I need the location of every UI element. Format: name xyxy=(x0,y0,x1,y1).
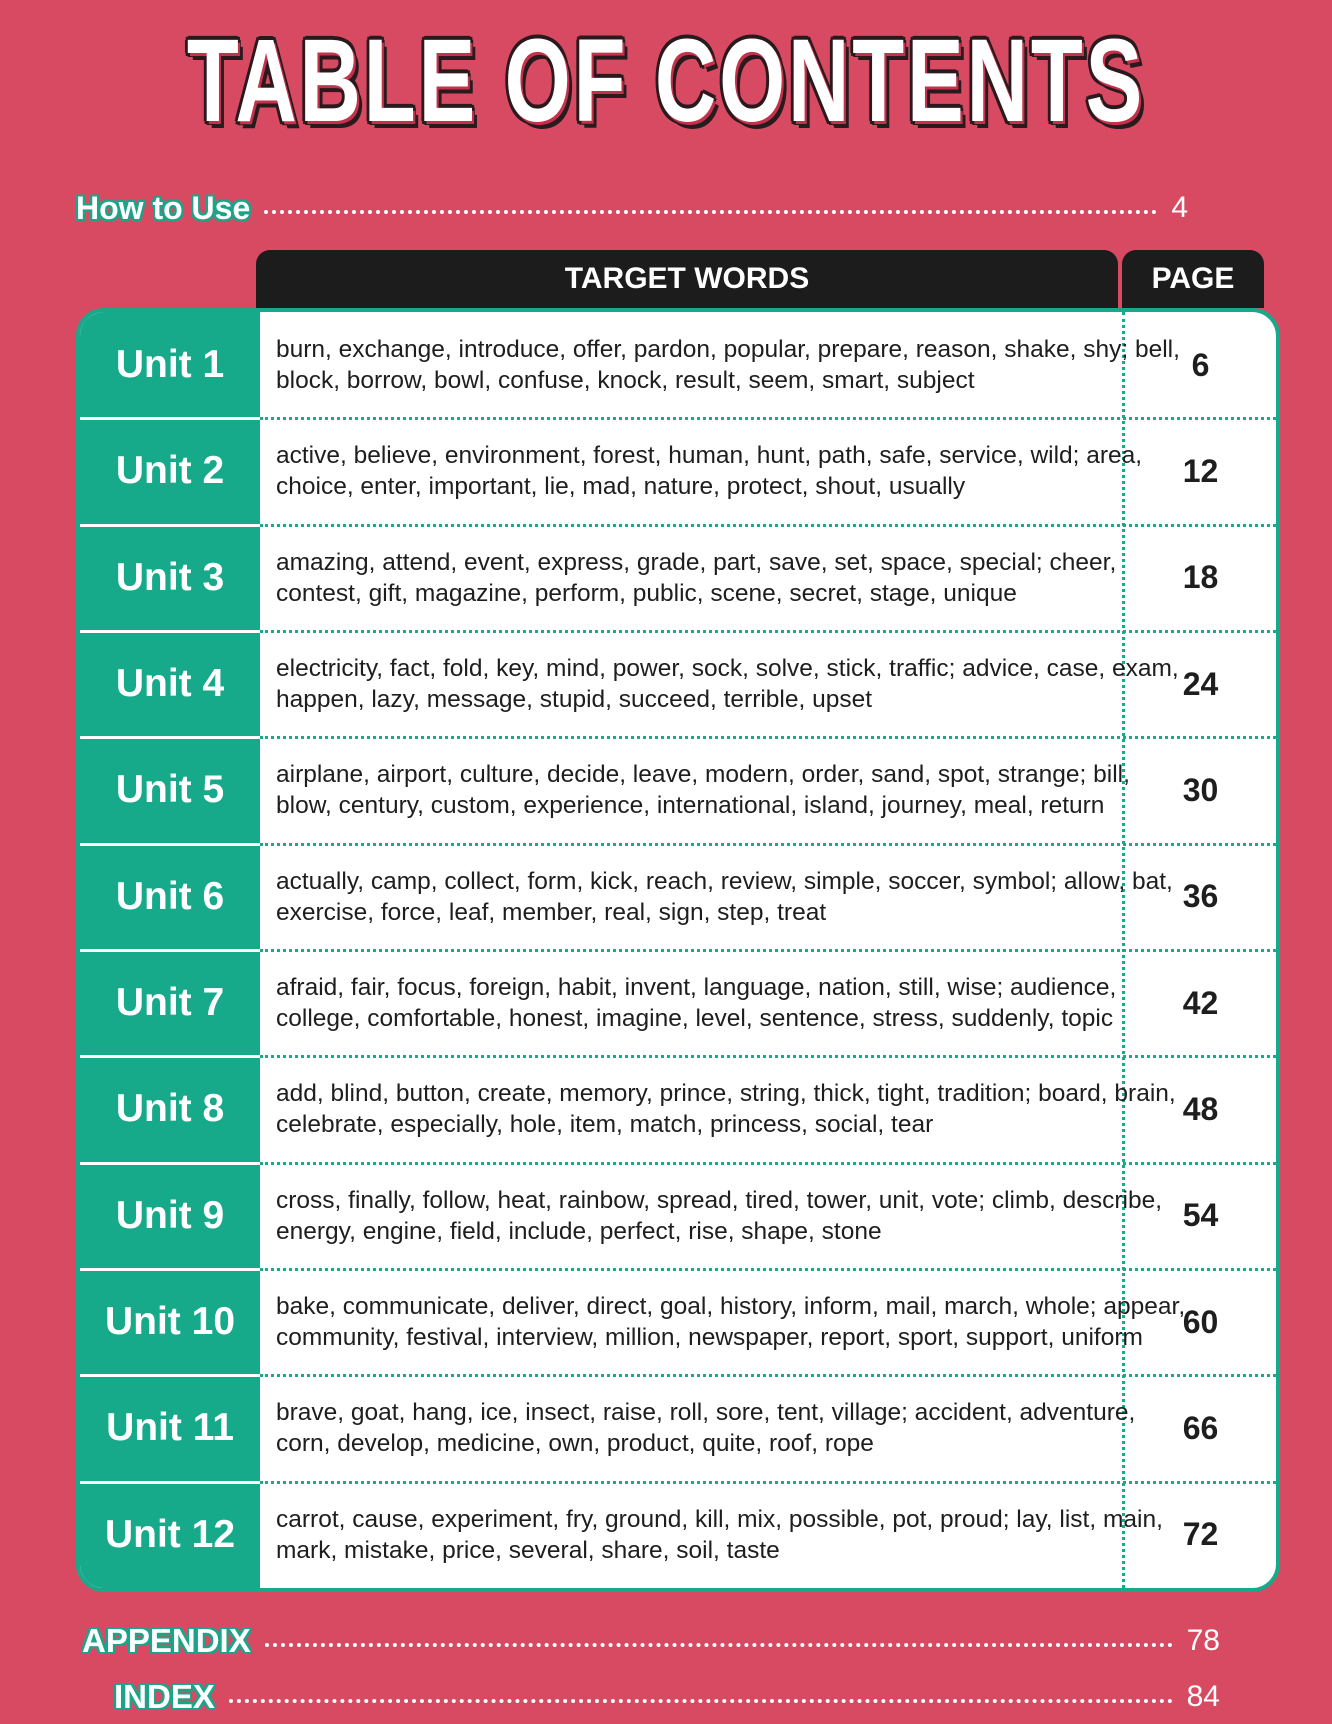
target-words: active, believe, environment, forest, human, hunt, path, safe, service, wild; area, choice, enter, important, lie, mad, nature, protect, shout, usually xyxy=(276,442,1143,501)
unit-label: Unit 6 xyxy=(115,874,225,918)
unit-label: Unit 5 xyxy=(115,768,225,812)
page-number: 42 xyxy=(1182,984,1219,1021)
table-row[interactable] xyxy=(80,418,1276,524)
unit-label: Unit 10 xyxy=(104,1300,236,1344)
table-row[interactable] xyxy=(80,1482,1276,1588)
appendix-label: APPENDIX xyxy=(82,1622,251,1659)
index-label: INDEX xyxy=(114,1678,215,1715)
target-words: afraid, fair, focus, foreign, habit, invent, language, nation, still, wise; audience, college, comfortable, honest, imagine, level, sentence, stress, suddenly, topic xyxy=(276,974,1117,1033)
target-words: amazing, attend, event, express, grade, part, save, set, space, special; cheer, contest, gift, magazine, perform, public, scene, secret, stage, unique xyxy=(276,548,1117,607)
unit-label: Unit 7 xyxy=(115,981,225,1025)
page-number: 18 xyxy=(1182,559,1219,596)
index-page: 84 xyxy=(1186,1680,1220,1713)
target-words: bake, communicate, deliver, direct, goal, history, inform, mail, march, whole; appear, community, festival, interview, million, newspaper, report, sport, support, uniform xyxy=(276,1293,1186,1352)
table-row[interactable] xyxy=(80,631,1276,737)
appendix-entry[interactable] xyxy=(82,1618,1220,1664)
how-to-use-entry[interactable] xyxy=(76,186,1188,230)
unit-label: Unit 11 xyxy=(106,1406,234,1450)
unit-label: Unit 8 xyxy=(115,1087,225,1131)
table-row[interactable] xyxy=(80,312,1276,418)
contents-table xyxy=(76,308,1280,1592)
index-entry[interactable] xyxy=(114,1674,1220,1720)
unit-label: Unit 12 xyxy=(104,1512,236,1556)
unit-label: Unit 3 xyxy=(115,555,225,599)
page-number: 54 xyxy=(1182,1197,1219,1234)
target-words: add, blind, button, create, memory, prince, string, thick, tight, tradition; board, brain, celebrate, especially, hole, item, match, princess, social, tear xyxy=(276,1080,1176,1139)
leader-dots xyxy=(229,1699,1173,1703)
table-row[interactable] xyxy=(80,1163,1276,1269)
page-number: 36 xyxy=(1182,878,1219,915)
leader-dots xyxy=(264,210,1157,214)
page-number: 72 xyxy=(1182,1516,1219,1553)
unit-label: Unit 2 xyxy=(115,449,225,493)
target-words: airplane, airport, culture, decide, leave, modern, order, sand, spot, strange; bill, blow, century, custom, experience, international, island, journey, meal, return xyxy=(276,761,1130,820)
target-words: cross, finally, follow, heat, rainbow, spread, tired, tower, unit, vote; climb, describe, energy, engine, field, include, perfect, rise, shape, stone xyxy=(276,1186,1163,1245)
page-number: 60 xyxy=(1182,1303,1219,1340)
page-number: 24 xyxy=(1182,665,1219,702)
unit-label: Unit 4 xyxy=(115,662,225,706)
table-row[interactable] xyxy=(80,1375,1276,1481)
how-to-use-label: How to Use xyxy=(76,189,251,226)
appendix-page: 78 xyxy=(1186,1624,1220,1657)
page-number: 6 xyxy=(1191,346,1210,383)
target-words: electricity, fact, fold, key, mind, power, sock, solve, stick, traffic; advice, case, exam, happen, lazy, message, stupid, succeed, terrible, upset xyxy=(276,655,1179,714)
table-row[interactable] xyxy=(80,950,1276,1056)
table-row[interactable] xyxy=(80,1056,1276,1162)
page-number: 48 xyxy=(1182,1090,1219,1127)
target-words: burn, exchange, introduce, offer, pardon, popular, prepare, reason, shake, shy; bell, block, borrow, bowl, confuse, knock, result, seem, smart, subject xyxy=(276,336,1180,395)
unit-label: Unit 1 xyxy=(115,343,225,387)
header-page: PAGE xyxy=(1122,250,1264,308)
page-number: 12 xyxy=(1182,452,1219,489)
page-number: 30 xyxy=(1182,771,1219,808)
table-row[interactable] xyxy=(80,737,1276,843)
page-title: TABLE OF CONTENTS xyxy=(186,15,1146,147)
target-words: brave, goat, hang, ice, insect, raise, roll, sore, tent, village; accident, adventure, corn, develop, medicine, own, product, quite, roof, rope xyxy=(276,1399,1136,1458)
how-to-use-page: 4 xyxy=(1171,191,1188,224)
table-row[interactable] xyxy=(80,1269,1276,1375)
leader-dots xyxy=(265,1643,1173,1647)
unit-label: Unit 9 xyxy=(115,1193,225,1237)
header-target-words: TARGET WORDS xyxy=(256,250,1118,308)
table-row[interactable] xyxy=(80,844,1276,950)
page-number: 66 xyxy=(1182,1409,1219,1446)
table-row[interactable] xyxy=(80,525,1276,631)
target-words: actually, camp, collect, form, kick, reach, review, simple, soccer, symbol; allow, bat, exercise, force, leaf, member, real, sign, step, treat xyxy=(276,867,1173,926)
target-words: carrot, cause, experiment, fry, ground, kill, mix, possible, pot, proud; lay, list, main, mark, mistake, price, several, share, soil, taste xyxy=(276,1505,1163,1564)
